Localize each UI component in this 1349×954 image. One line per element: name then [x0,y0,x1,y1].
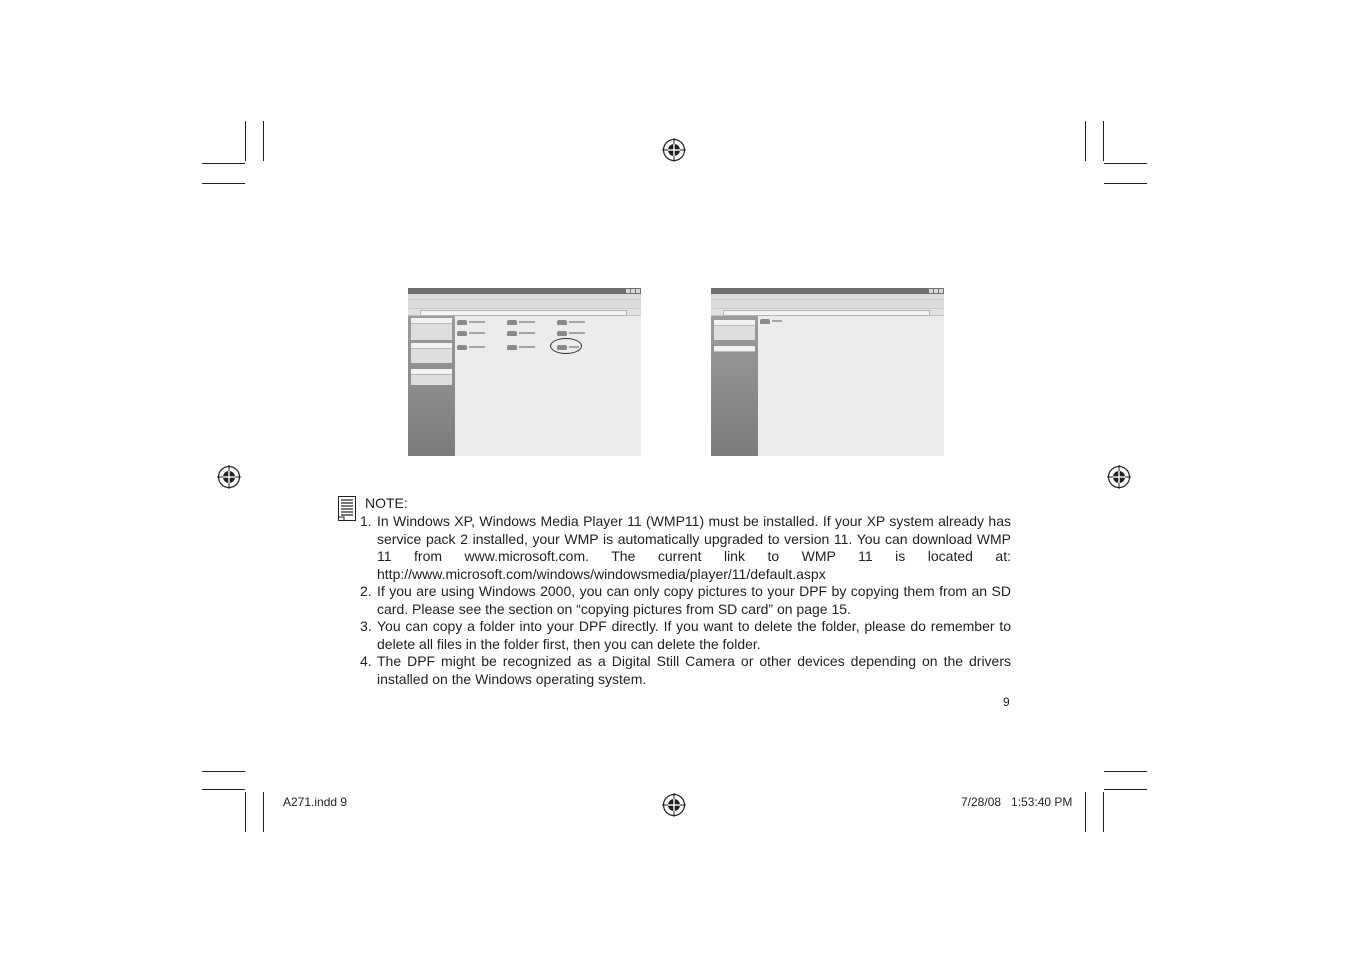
crop-mark [202,789,245,790]
screenshot-device-folder [711,288,944,456]
highlight-circle [550,338,582,354]
note-title: NOTE: [365,495,408,511]
list-item-number: 2. [360,583,372,599]
list-item-text: You can copy a folder into your DPF directly. If you want to delete the folder, please do remember to delete all files in the folder first, then you can delete the folder. [377,618,1011,652]
crop-mark [245,121,246,161]
registration-mark-icon [662,793,686,817]
file-view [455,316,641,456]
page-number: 9 [1003,695,1010,709]
crop-mark [1104,163,1147,164]
crop-mark [1103,121,1104,161]
window-toolbar [711,300,944,309]
crop-mark [202,183,245,184]
task-pane [711,316,758,456]
list-item [360,513,1011,583]
screenshot-my-computer [408,288,641,456]
crop-mark [263,121,264,161]
list-item [360,583,1011,618]
crop-mark [202,163,245,164]
slug-filename: A271.indd 9 [283,795,348,809]
task-pane [408,316,455,456]
slug-timestamp: 7/28/08 1:53:40 PM [961,795,1073,809]
file-view [758,316,944,456]
list-item [360,653,1011,688]
crop-mark [1085,792,1086,832]
list-item [360,618,1011,653]
note-pad-icon [338,496,356,521]
crop-mark [263,792,264,832]
note-list [360,513,1011,688]
list-item-number: 3. [360,618,372,634]
crop-mark [1085,121,1086,161]
crop-mark [1104,771,1147,772]
list-item-number: 1. [360,513,372,529]
list-item-text: If you are using Windows 2000, you can only copy pictures to your DPF by copying them from an SD card. Please see the section on “copying pictures from SD card” on page 15. [377,583,1011,617]
crop-mark [245,792,246,832]
registration-mark-icon [217,465,241,489]
crop-mark [1103,792,1104,832]
crop-mark [202,771,245,772]
registration-mark-icon [662,138,686,162]
crop-mark [1104,789,1147,790]
list-item-number: 4. [360,653,372,669]
list-item-text: In Windows XP, Windows Media Player 11 (WMP11) must be installed. If your XP system already has service pack 2 installed, your WMP is automatically upgraded to version 11. You can download WMP 11 from www.microsoft.com. The current link to WMP 11 is located at: http://www.microsoft.com/windows/windowsmedia/player/11/default.aspx [377,513,1011,582]
crop-mark [1104,183,1147,184]
window-toolbar [408,300,641,309]
list-item-text: The DPF might be recognized as a Digital Still Camera or other devices depending on the drivers installed on the Windows operating system. [377,653,1011,687]
registration-mark-icon [1107,465,1131,489]
